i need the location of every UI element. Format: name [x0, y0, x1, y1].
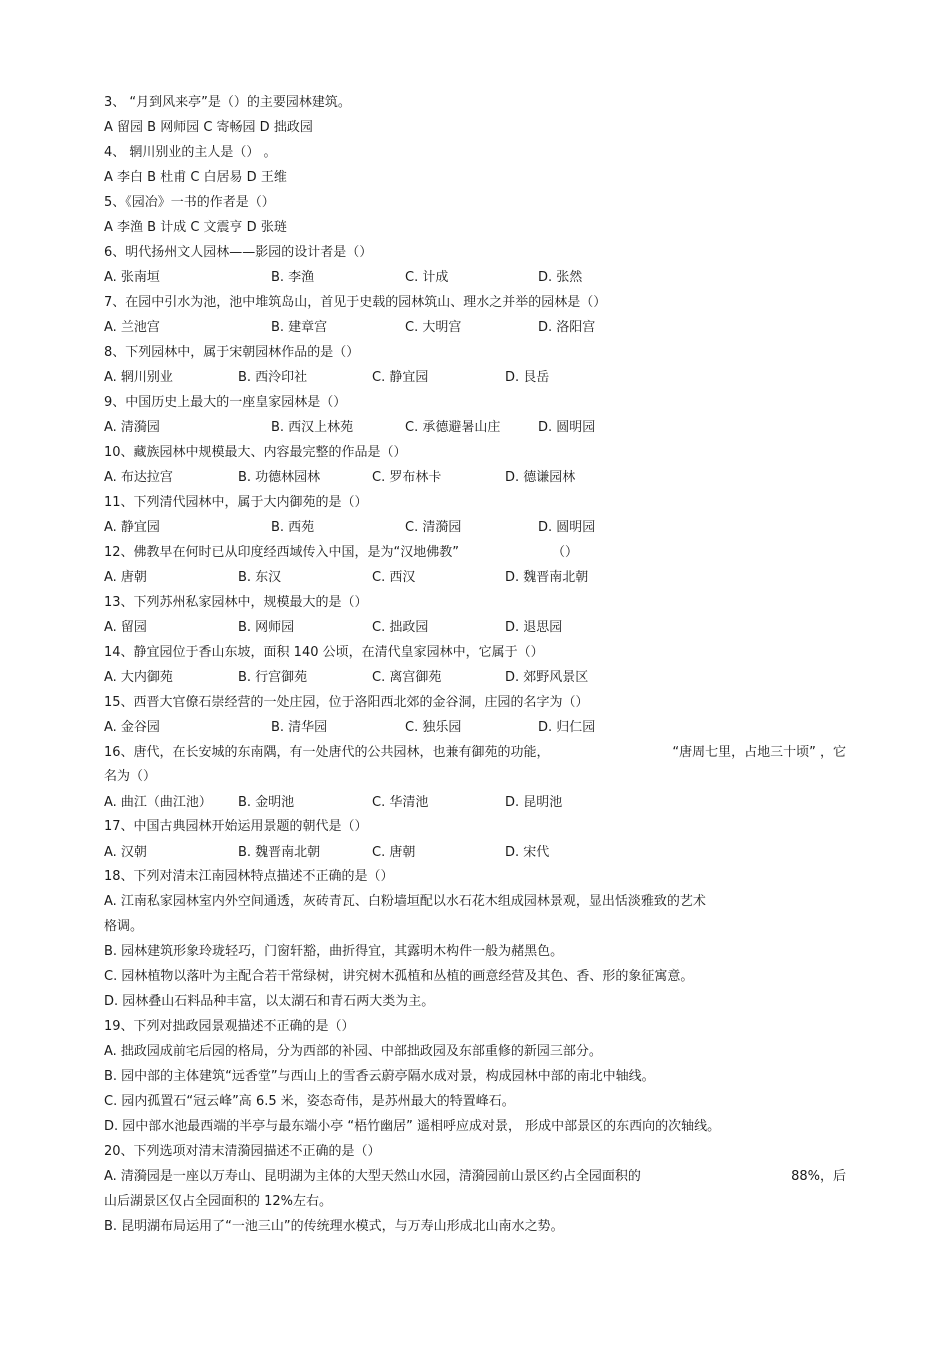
option-a: A. 兰池宫	[104, 320, 160, 335]
option-c: C. 离宫御苑	[372, 670, 442, 685]
option-c: C. 大明宫	[405, 320, 462, 335]
question-18-stem: 18、下列对清末江南园林特点描述不正确的是（）	[104, 869, 394, 884]
stem-bracket: （）	[552, 545, 579, 560]
option-b: B. 西汉上林苑	[271, 420, 354, 435]
option-d: D. 归仁园	[538, 720, 596, 735]
option-d: D. 圆明园	[538, 420, 596, 435]
option-a: A. 金谷园	[104, 720, 160, 735]
option-c: C. 独乐园	[405, 720, 462, 735]
question-18-option-c: C. 园林植物以落叶为主配合若干常绿树，讲究树木孤植和丛植的画意经营及其色、香、形的象征寓意。	[104, 969, 694, 984]
option-b: B. 清华园	[271, 720, 328, 735]
question-19-option-b: B. 园中部的主体建筑“远香堂”与西山上的雪香云蔚亭隔水成对景，构成园林中部的南北中轴线。	[104, 1069, 655, 1084]
question-19-option-d: D. 园中部水池最西端的半亭与最东端小亭 “梧竹幽居” 遥相呼应成对景， 形成中部景区的东西向的次轴线。	[104, 1119, 721, 1134]
question-13-options	[104, 618, 846, 638]
question-12-options	[104, 568, 846, 588]
question-11-stem: 11、下列清代园林中，属于大内御苑的是（）	[104, 495, 368, 510]
question-16-options	[104, 793, 846, 813]
option-c: C. 计成	[405, 270, 449, 285]
option-a-percent: 88%，后	[791, 1169, 846, 1184]
option-b: B. 网师园	[238, 620, 295, 635]
option-a: A. 汉朝	[104, 845, 147, 860]
question-12-stem	[104, 543, 846, 563]
option-c: C. 拙政园	[372, 620, 429, 635]
option-a: A. 辋川别业	[104, 370, 173, 385]
option-a: A. 唐朝	[104, 570, 147, 585]
option-c: C. 静宜园	[372, 370, 429, 385]
stem-quote: “唐周七里，占地三十顷” ，它	[672, 745, 846, 760]
question-5-stem: 5、《园冶》一书的作者是（）	[104, 195, 275, 210]
question-15-stem: 15、西晋大官僚石崇经营的一处庄园，位于洛阳西北郊的金谷洞，庄园的名字为（）	[104, 695, 589, 710]
question-20-stem: 20、下列选项对清末清漪园描述不正确的是（）	[104, 1144, 381, 1159]
option-d: D. 洛阳宫	[538, 320, 596, 335]
question-10-options	[104, 468, 846, 488]
question-3-stem: 3、 “月到风来亭”是（）的主要园林建筑。	[104, 95, 351, 110]
question-19-stem: 19、下列对拙政园景观描述不正确的是（）	[104, 1019, 355, 1034]
option-c: C. 唐朝	[372, 845, 416, 860]
question-9-options	[104, 418, 846, 438]
question-10-stem: 10、藏族园林中规模最大、内容最完整的作品是（）	[104, 445, 407, 460]
option-d: D. 昆明池	[505, 795, 563, 810]
option-b: B. 建章宫	[271, 320, 328, 335]
option-c: C. 西汉	[372, 570, 416, 585]
option-c: C. 清漪园	[405, 520, 462, 535]
question-19-option-a: A. 拙政园成前宅后园的格局，分为西部的补园、中部拙政园及东部重修的新园三部分。	[104, 1044, 602, 1059]
question-18-option-d: D. 园林叠山石料品种丰富，以太湖石和青石两大类为主。	[104, 994, 435, 1009]
question-11-options	[104, 518, 846, 538]
option-b: B. 魏晋南北朝	[238, 845, 321, 860]
option-d: D. 宋代	[505, 845, 550, 860]
question-8-stem: 8、下列园林中，属于宋朝园林作品的是（）	[104, 345, 360, 360]
question-5-options: A 李渔 B 计成 C 文震亨 D 张琏	[104, 220, 287, 235]
question-17-stem: 17、中国古典园林开始运用景题的朝代是（）	[104, 819, 368, 834]
question-20-option-a-continued: 山后湖景区仅占全园面积的 12%左右。	[104, 1194, 333, 1209]
option-c: C. 罗布林卡	[372, 470, 442, 485]
question-14-stem: 14、静宜园位于香山东坡，面积 140 公顷，在清代皇家园林中，它属于（）	[104, 645, 544, 660]
option-b: B. 东汉	[238, 570, 282, 585]
stem-text: 12、佛教早在何时已从印度经西域传入中国，是为“汉地佛教”	[104, 545, 460, 560]
option-d: D. 圆明园	[538, 520, 596, 535]
question-18-option-a: A. 江南私家园林室内外空间通透，灰砖青瓦、白粉墙垣配以水石花木组成园林景观，显出恬淡雅致的艺术	[104, 894, 706, 909]
question-7-options	[104, 318, 846, 338]
question-18-option-a-continued: 格调。	[104, 919, 144, 934]
question-6-options	[104, 268, 846, 288]
question-14-options	[104, 668, 846, 688]
option-a: A. 留园	[104, 620, 147, 635]
option-d: D. 张然	[538, 270, 583, 285]
question-4-options: A 李白 B 杜甫 C 白居易 D 王维	[104, 170, 287, 185]
question-16-stem	[104, 743, 846, 763]
question-4-stem: 4、 辋川别业的主人是（） 。	[104, 145, 277, 160]
question-20-option-a	[104, 1167, 846, 1187]
question-15-options	[104, 718, 846, 738]
question-20-option-b: B. 昆明湖布局运用了“一池三山”的传统理水模式，与万寿山形成北山南水之势。	[104, 1219, 564, 1234]
option-b: B. 金明池	[238, 795, 295, 810]
question-19-option-c: C. 园内孤置石“冠云峰”高 6.5 米，姿态奇伟，是苏州最大的特置峰石。	[104, 1094, 515, 1109]
option-a: A. 张南垣	[104, 270, 160, 285]
question-16-stem-continued: 名为（）	[104, 769, 157, 784]
option-a: A. 大内御苑	[104, 670, 173, 685]
question-3-options: A 留园 B 网师园 C 寄畅园 D 拙政园	[104, 120, 313, 135]
option-b: B. 行宫御苑	[238, 670, 308, 685]
option-a: A. 布达拉宫	[104, 470, 173, 485]
question-9-stem: 9、中国历史上最大的一座皇家园林是（）	[104, 395, 347, 410]
option-d: D. 魏晋南北朝	[505, 570, 589, 585]
option-c: C. 承德避暑山庄	[405, 420, 501, 435]
option-d: D. 德谦园林	[505, 470, 576, 485]
stem-text: 16、唐代，在长安城的东南隅，有一处唐代的公共园林，也兼有御苑的功能，	[104, 745, 550, 760]
option-a-text: A. 清漪园是一座以万寿山、昆明湖为主体的大型天然山水园，清漪园前山景区约占全园面积的	[104, 1169, 641, 1184]
question-18-option-b: B. 园林建筑形象玲珑轻巧，门窗轩豁，曲折得宜，其露明木构件一般为赭黑色。	[104, 944, 564, 959]
option-b: B. 李渔	[271, 270, 315, 285]
question-6-stem: 6、明代扬州文人园林——影园的设计者是（）	[104, 245, 373, 260]
option-b: B. 功德林园林	[238, 470, 321, 485]
option-b: B. 西苑	[271, 520, 315, 535]
option-a: A. 静宜园	[104, 520, 160, 535]
option-a: A. 清漪园	[104, 420, 160, 435]
option-c: C. 华清池	[372, 795, 429, 810]
question-8-options	[104, 368, 846, 388]
option-d: D. 艮岳	[505, 370, 550, 385]
question-17-options	[104, 843, 846, 863]
option-d: D. 退思园	[505, 620, 563, 635]
question-7-stem: 7、在园中引水为池，池中堆筑岛山，首见于史载的园林筑山、理水之并举的园林是（）	[104, 295, 607, 310]
option-d: D. 郊野风景区	[505, 670, 589, 685]
option-b: B. 西泠印社	[238, 370, 308, 385]
question-13-stem: 13、下列苏州私家园林中，规模最大的是（）	[104, 595, 368, 610]
option-a: A. 曲江（曲江池）	[104, 795, 212, 810]
